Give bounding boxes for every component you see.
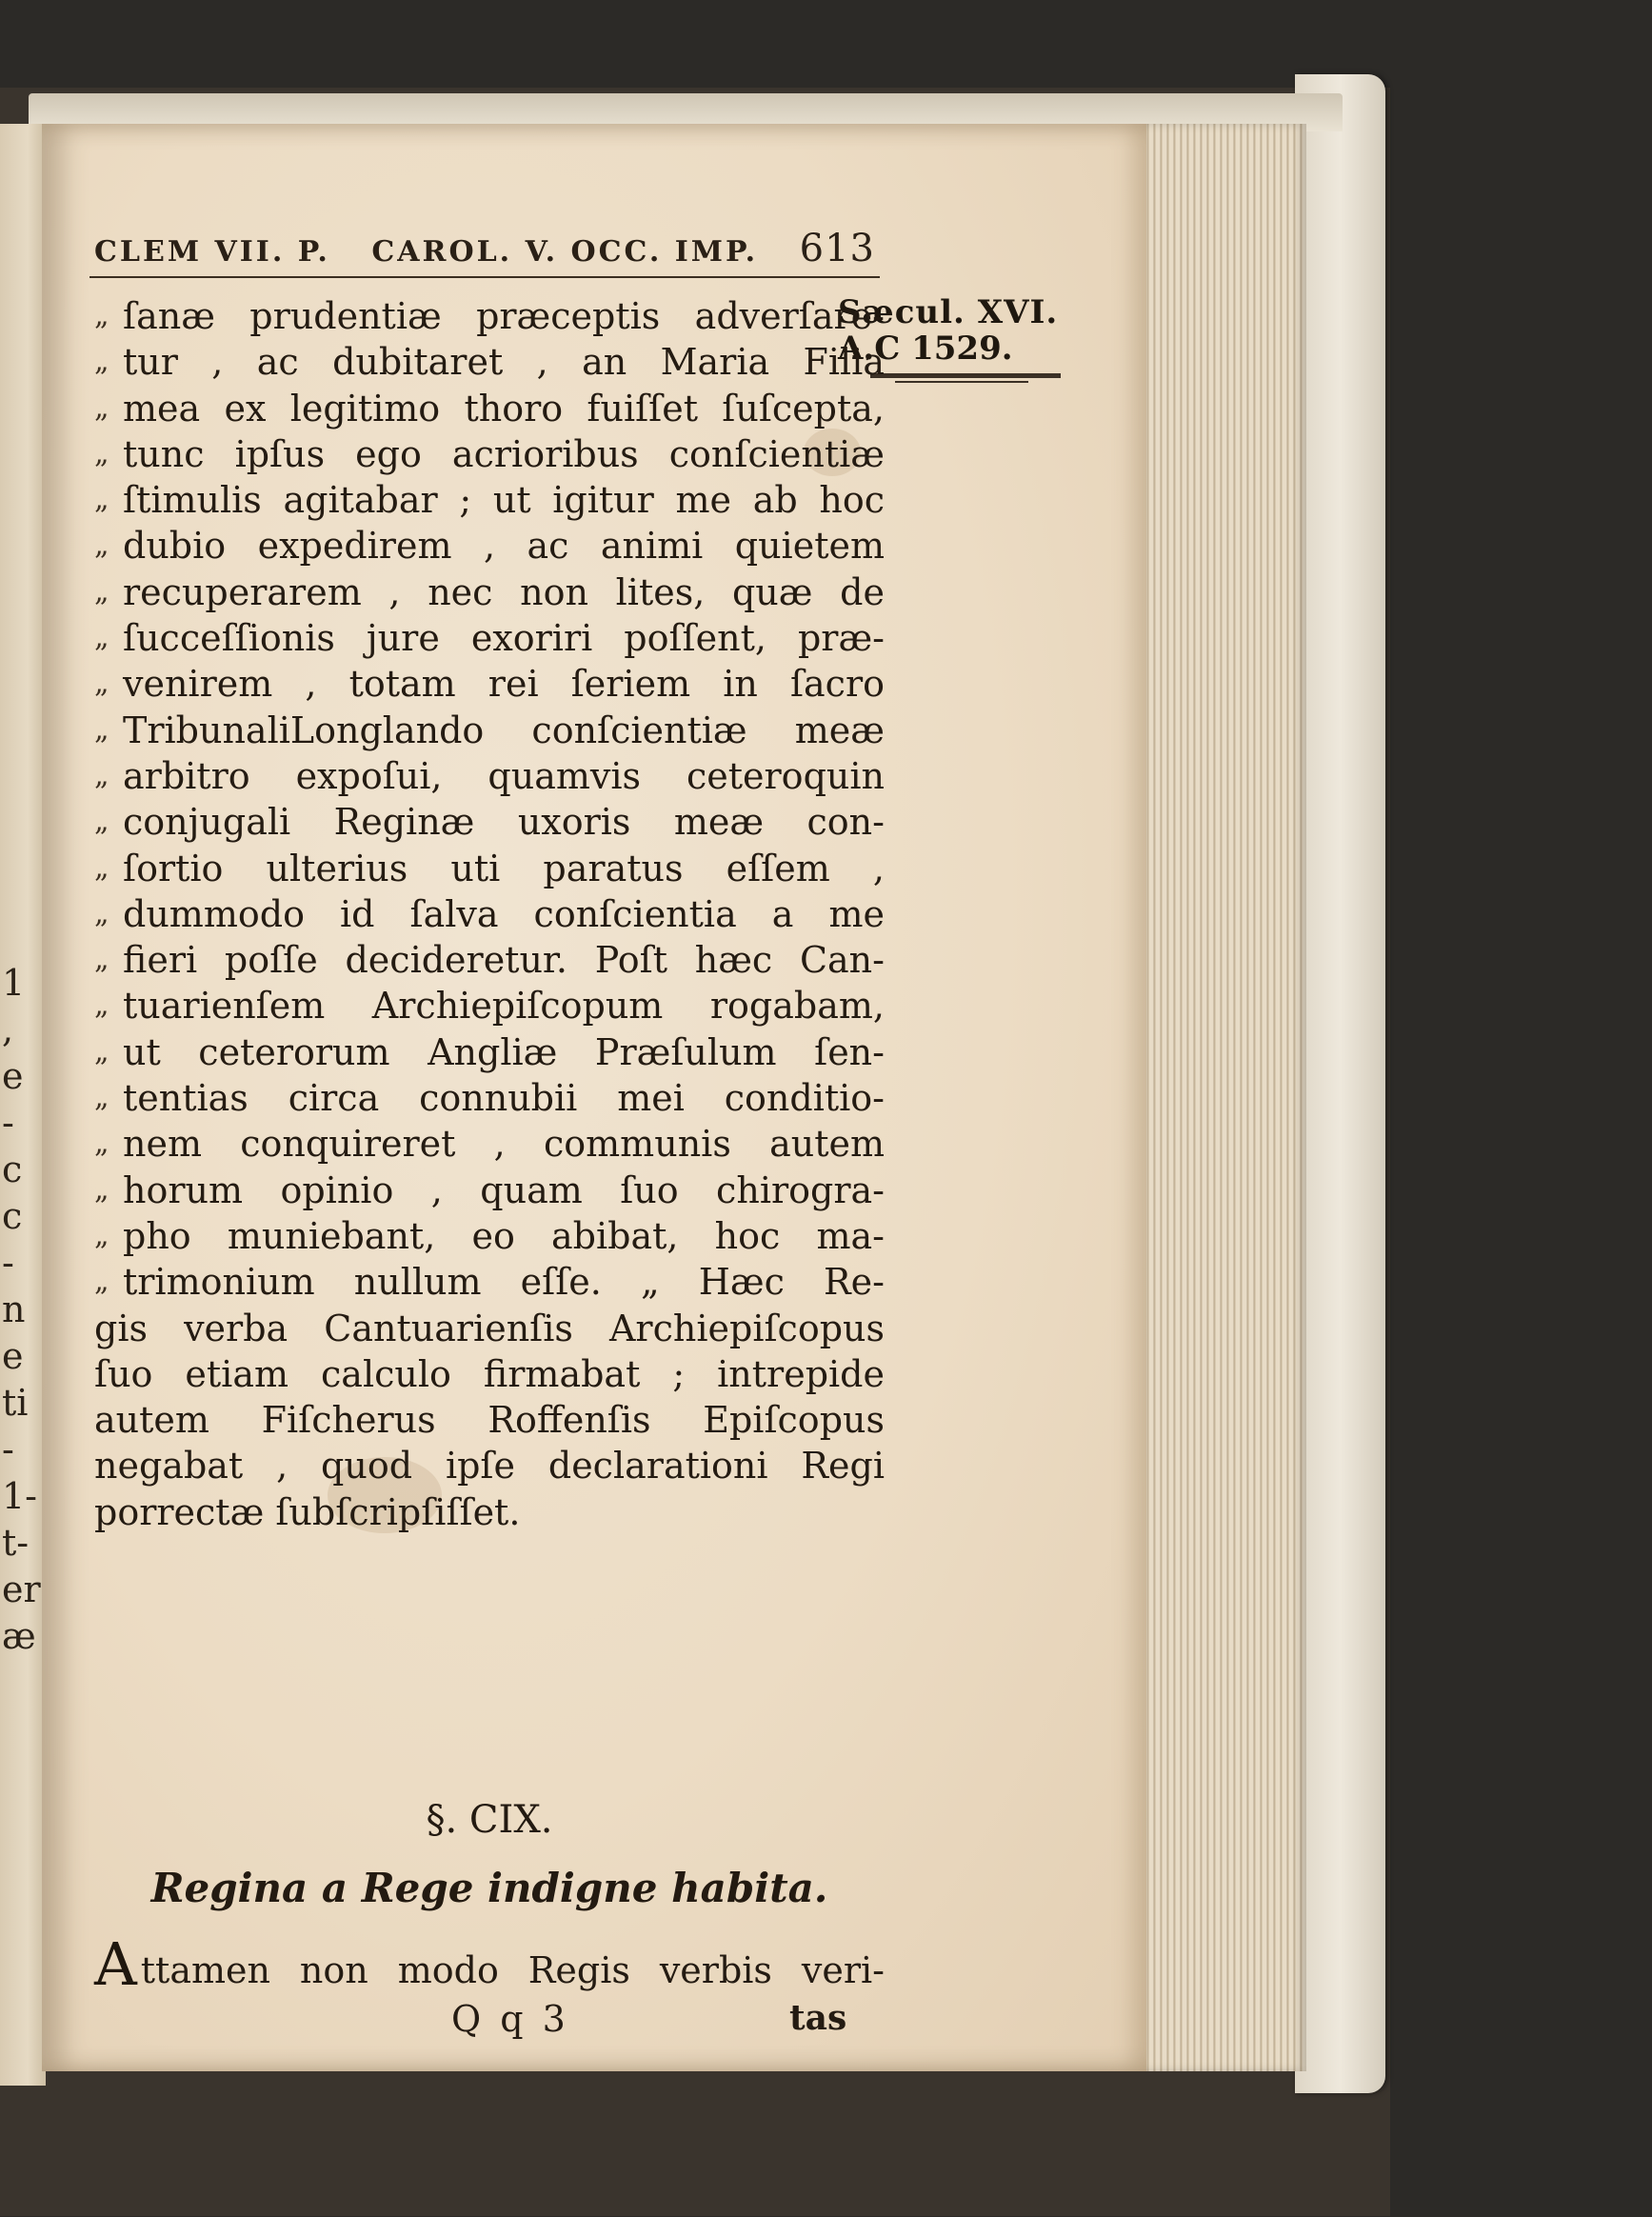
running-head-left: CLEM VII. P. [94, 235, 330, 269]
text-line [94, 615, 885, 661]
line-text: ſortio ulterius uti paratus eſſem , [123, 847, 885, 889]
quote-mark: „ [94, 896, 109, 930]
line-text: conjugali Reginæ uxoris meæ con- [123, 801, 885, 844]
line-text: autem Fiſcherus Roffenſis Epiſcopus [94, 1399, 885, 1442]
header-rule [90, 276, 880, 278]
text-line [94, 569, 885, 615]
line-text: recuperarem , nec non lites, quæ de [123, 570, 885, 613]
line-text: ſucceſſionis jure exoriri poſſent, præ- [123, 617, 885, 660]
text-line [94, 661, 885, 707]
left-page-fragment: e [2, 1335, 24, 1377]
text-line [94, 1397, 885, 1443]
left-page-fragment: c [2, 1148, 23, 1190]
line-text: tunc ipſus ego acrioribus conſcientiæ [123, 432, 885, 475]
quote-mark: „ [94, 1218, 109, 1252]
text-line [94, 386, 885, 431]
text-line [94, 477, 885, 523]
left-page-fragment: 1 [2, 962, 26, 1004]
paragraph-first-line [94, 1929, 885, 1999]
text-line [94, 1489, 885, 1535]
line-text: TribunaliLonglando conſcientiæ meæ [123, 709, 885, 751]
quote-mark: „ [94, 943, 109, 977]
left-page-fragment: 1- [2, 1475, 38, 1517]
section-title: Regina a Rege indigne habita. [150, 1865, 828, 1911]
line-text: horum opinio , quam ſuo chirogra- [123, 1168, 885, 1211]
quote-mark: „ [94, 529, 109, 563]
line-text: tentias circa connubii mei conditio- [123, 1077, 885, 1120]
left-page-fragment: , [2, 1009, 14, 1050]
text-line [94, 1213, 885, 1259]
left-page-fragment: - [2, 1428, 14, 1470]
line-text: dummodo id ſalva conſcientia a me [123, 892, 885, 935]
quote-mark: „ [94, 1172, 109, 1207]
text-line [94, 339, 885, 385]
quote-mark: „ [94, 1034, 109, 1069]
line-text: trimonium nullum eſſe. „ Hæc Re- [123, 1261, 885, 1304]
text-line [94, 937, 885, 983]
quote-mark: „ [94, 436, 109, 470]
quote-mark: „ [94, 574, 109, 609]
page-number: 613 [799, 227, 875, 270]
margin-note-rule [870, 373, 1061, 378]
quote-mark: „ [94, 850, 109, 885]
line-text: pho muniebant, eo abibat, hoc ma- [123, 1214, 885, 1257]
left-page-fragment: æ [2, 1615, 36, 1657]
left-page-fragment: - [2, 1102, 14, 1144]
text-line [94, 708, 885, 753]
quote-mark: „ [94, 667, 109, 701]
page-stack-edges [1143, 124, 1306, 2071]
quote-mark: „ [94, 805, 109, 839]
running-head [94, 227, 875, 284]
line-text: negabat , quod ipſe declarationi Regi [94, 1445, 885, 1488]
left-page-edge [0, 124, 46, 2086]
line-text: tur , ac dubitaret , an Maria Filia [123, 341, 885, 384]
text-line [94, 1168, 885, 1213]
text-line [94, 523, 885, 569]
margin-note-year: A.C 1529. [838, 330, 1013, 368]
quote-mark: „ [94, 345, 109, 379]
text-line [94, 1351, 885, 1397]
text-line [94, 1443, 885, 1488]
line-text: fieri poſſe decideretur. Poſt hæc Can- [123, 939, 885, 982]
drop-cap: A [94, 1929, 137, 1999]
line-text: ſanæ prudentiæ præceptis adverſare- [123, 295, 885, 337]
text-line [94, 753, 885, 799]
line-text: venirem , totam rei ſeriem in ſacro [123, 663, 885, 706]
body-text [94, 293, 885, 2040]
margin-note-century: Sæcul. XVI. [838, 293, 1059, 331]
line-text: dubio expedirem , ac animi quietem [123, 525, 885, 568]
body-lines [94, 293, 885, 1535]
quote-mark: „ [94, 483, 109, 517]
line-text: tuarienſem Archiepiſcopum rogabam, [123, 985, 885, 1028]
text-line [94, 799, 885, 845]
quote-mark: „ [94, 989, 109, 1023]
line-text: nem conquireret , communis autem [123, 1123, 885, 1166]
left-page-fragment: t- [2, 1522, 30, 1564]
line-text: ſtimulis agitabar ; ut igitur me ab hoc [123, 479, 885, 522]
right-page [42, 124, 1146, 2071]
signature-mark: Q q 3 [451, 1998, 569, 2040]
quote-mark: „ [94, 1265, 109, 1299]
line-text: gis verba Cantuarienſis Archiepiſcopus [94, 1307, 885, 1349]
text-line [94, 891, 885, 937]
catchword: tas [789, 1998, 847, 2038]
text-line [94, 1259, 885, 1305]
line-text: ſuo etiam calculo firmabat ; intrepide [94, 1352, 885, 1395]
line-text: porrectæ ſubſcripſiſſet. [94, 1490, 521, 1533]
quote-mark: „ [94, 299, 109, 332]
left-page-fragment: n [2, 1288, 26, 1330]
section-number: §. CIX. [426, 1798, 553, 1842]
first-line-text: ttamen non modo Regis verbis veri- [140, 1949, 885, 1991]
text-line [94, 1029, 885, 1075]
text-line [94, 846, 885, 891]
quote-mark: „ [94, 390, 109, 425]
quote-mark: „ [94, 758, 109, 792]
quote-mark: „ [94, 712, 109, 747]
text-line [94, 1121, 885, 1167]
line-text: arbitro expoſui, quamvis ceteroquin [123, 754, 885, 797]
line-text: mea ex legitimo thoro fuiſſet ſuſcepta, [123, 387, 885, 429]
running-head-middle: CAROL. V. OCC. IMP. [371, 235, 759, 269]
text-line [94, 293, 885, 339]
text-line [94, 1306, 885, 1351]
line-text: ut ceterorum Angliæ Præſulum ſen- [123, 1030, 885, 1073]
left-page-text-fragments [0, 124, 41, 2086]
left-page-fragment: e [2, 1055, 24, 1097]
text-line [94, 431, 885, 477]
quote-mark: „ [94, 621, 109, 655]
book-cover-edge [1295, 74, 1385, 2093]
margin-note-rule [895, 381, 1028, 383]
left-page-fragment: er [2, 1568, 41, 1610]
left-page-fragment: - [2, 1242, 14, 1284]
quote-mark: „ [94, 1081, 109, 1115]
left-page-fragment: ti [2, 1382, 29, 1424]
text-line [94, 1075, 885, 1121]
quote-mark: „ [94, 1127, 109, 1161]
text-line [94, 983, 885, 1029]
left-page-fragment: c [2, 1195, 23, 1237]
